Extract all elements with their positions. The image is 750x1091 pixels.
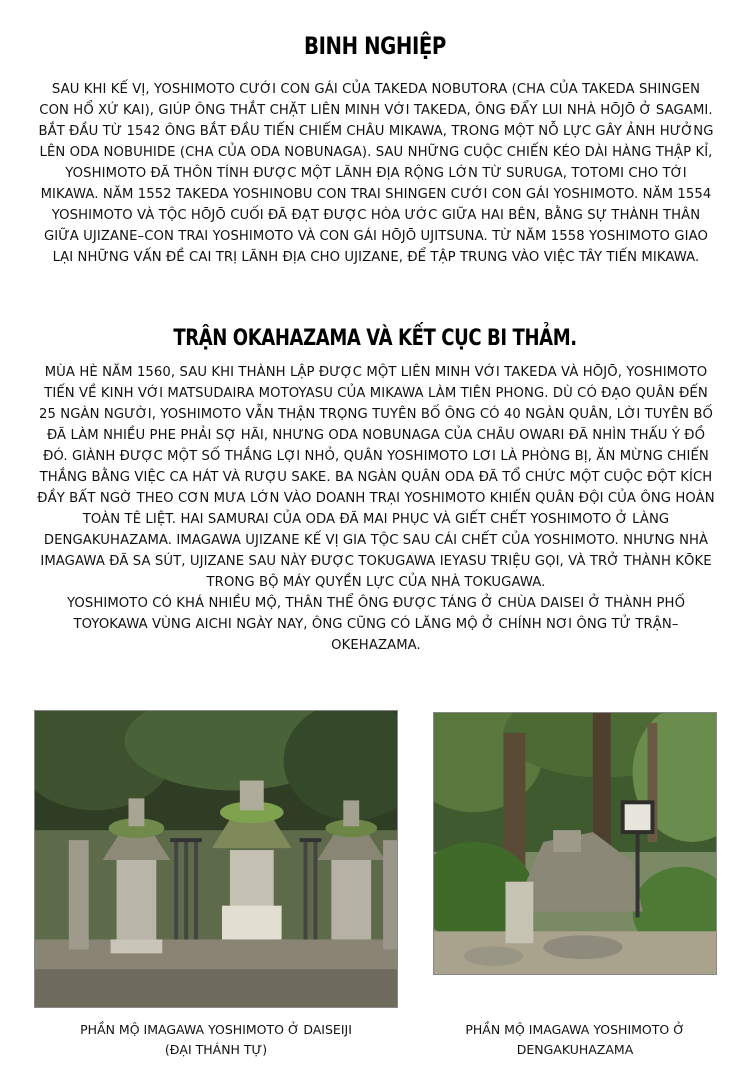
daiseiji-photo-caption: [20, 1020, 412, 1060]
career-paragraph: SAU KHI KẾ VỊ, YOSHIMOTO CƯỚI CON GÁI CỦA TAKEDA NOBUTORA (CHA CỦA TAKEDA SHINGEN CON HỔ XỨ KAI), GIÚP ÔNG THẮT CHẶT LIÊN MINH VỚI TAKEDA, ÔNG ĐẨY LUI NHÀ HŌJŌ Ở SAGAMI. BẮT ĐẦU TỪ 1542 ÔNG BẮT ĐẦU TIẾN CHIẾM CHÂU MIKAWA, TRONG MỘT NỖ LỰC GÂY ẢNH HƯỞNG LÊN ODA NOBUHIDE (CHA CỦA ODA NOBUNAGA). SAU NHỮNG CUỘC CHIẾN KÉO DÀI HÀNG THẬP KỈ, YOSHIMOTO ĐÃ THÔN TÍNH ĐƯỢC MỘT LÃNH ĐỊA RỘNG LỚN TỪ SURUGA, TOTOMI CHO TỚI MIKAWA. NĂM 1552 TAKEDA YOSHINOBU CON TRAI SHINGEN CƯỚI CON GÁI YOSHIMOTO. NĂM 1554 YOSHIMOTO VÀ TỘC HŌJŌ CUỐI ĐÃ ĐẠT ĐƯỢC HÒA ƯỚC GIỮA HAI BÊN, BẰNG SỰ THÀNH THÂN GIỮA UJIZANE–CON TRAI YOSHIMOTO VÀ CON GÁI HŌJŌ UJITSUNA. TỪ NĂM 1558 YOSHIMOTO GIAO LẠI NHỮNG VẤN ĐỀ CAI TRỊ LÃNH ĐỊA CHO UJIZANE, ĐỂ TẬP TRUNG VÀO VIỆC TÂY TIẾN MIKAWA.: [38, 82, 714, 265]
caption-line: PHẦN MỘ IMAGAWA YOSHIMOTO Ở DAISEIJI: [80, 1022, 352, 1037]
caption-line: DENGAKUHAZAMA: [516, 1042, 634, 1057]
okehazama-text-block: [36, 362, 716, 656]
caption-line: PHẦN MỘ IMAGAWA YOSHIMOTO Ở: [465, 1022, 685, 1037]
caption-line: (ĐẠI THÁNH TỰ): [164, 1042, 268, 1057]
dengakuhazama-tomb-photo: [433, 712, 717, 975]
dengakuhazama-photo-caption: [420, 1020, 730, 1060]
daiseiji-tomb-photo: [34, 710, 398, 1008]
section-title-okehazama: TRẬN OKAHAZAMA VÀ KẾT CỤC BI THẢM.: [173, 326, 577, 351]
section-title-career: BINH NGHIỆP: [304, 32, 446, 60]
okehazama-paragraph: MÙA HÈ NĂM 1560, SAU KHI THÀNH LẬP ĐƯỢC MỘT LIÊN MINH VỚI TAKEDA VÀ HŌJŌ, YOSHIMOTO TIẾN VỀ KINH VỚI MATSUDAIRA MOTOYASU CỦA MIKAWA LÀM TIÊN PHONG. DÙ CÓ ĐẠO QUÂN ĐẾN 25 NGÀN NGƯỜI, YOSHIMOTO VẪN THẬN TRỌNG TUYÊN BỐ ÔNG CÓ 40 NGÀN QUÂN, LỜI TUYÊN BỐ ĐÃ LÀM NHIỀU PHE PHẢI SỢ HÃI, NHƯNG ODA NOBUNAGA CỦA CHÂU OWARI ĐÃ NHÌN THẤU Ý ĐỒ ĐÓ. GIÀNH ĐƯỢC MỘT SỐ THẮNG LỢI NHỎ, QUÂN YOSHIMOTO LƠI LÀ PHÒNG BỊ, ĂN MỪNG CHIẾN THẮNG BẰNG VIỆC CA HÁT VÀ RƯỢU SAKE. BA NGÀN QUÂN ODA ĐÃ TỔ CHỨC MỘT CUỘC ĐỘT KÍCH ĐẦY BẤT NGỜ THEO CƠN MƯA LỚN VÀO DOANH TRẠI YOSHIMOTO KHIẾN QUÂN ĐỘI CỦA ÔNG HOÀN TOÀN TÊ LIỆT. HAI SAMURAI CỦA ODA ĐÃ MAI PHỤC VÀ GIẾT CHẾT YOSHIMOTO Ở LÀNG DENGAKUHAZAMA. IMAGAWA UJIZANE KẾ VỊ GIA TỘC SAU CÁI CHẾT CỦA YOSHIMOTO. NHƯNG NHÀ IMAGAWA ĐÃ SA SÚT, UJIZANE SAU NÀY ĐƯỢC TOKUGAWA IEYASU TRIỆU GỌI, VÀ TRỞ THÀNH KŌKE TRONG BỘ MÁY QUYỀN LỰC CỦA NHÀ TOKUGAWA.: [37, 365, 715, 590]
tombs-paragraph: YOSHIMOTO CÓ KHÁ NHIỀU MỘ, THÂN THỂ ÔNG ĐƯỢC TÁNG Ở CHÙA DAISEI Ở THÀNH PHỐ TOYOKAWA VÙNG AICHI NGÀY NAY, ÔNG CŨNG CÓ LĂNG MỘ Ở CHÍNH NƠI ÔNG TỬ TRẬN–OKEHAZAMA.: [66, 596, 686, 653]
